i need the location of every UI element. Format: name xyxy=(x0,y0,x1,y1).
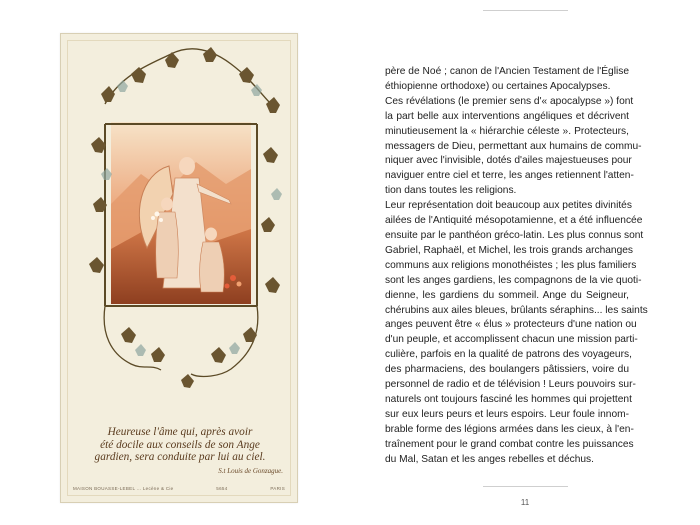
right-page xyxy=(350,0,700,525)
text-line: Gabriel, Raphaël, et Michel, les trois grands archanges xyxy=(385,244,634,256)
text-line: naturels ont toujours fasciné les hommes qui projettent xyxy=(385,393,632,405)
text-line: dienne, les gardiens du sommeil. Ange du Seigneur, xyxy=(385,289,629,301)
page-number: 11 xyxy=(520,498,530,507)
top-rule xyxy=(483,10,568,11)
caption-line: Heureuse l'âme qui, après avoir xyxy=(107,426,253,438)
text-line: ensuite par le panthéon gréco-latin. Les plus connus sont xyxy=(385,229,644,241)
text-line: niquer avec l'invisible, dotés d'ailes majestueuses pour xyxy=(385,155,632,167)
card-imprint xyxy=(73,486,285,491)
card-caption xyxy=(69,426,291,464)
bottom-rule xyxy=(483,486,568,487)
text-line: naviguer entre ciel et terre, les anges retiennent l'atten- xyxy=(385,170,634,182)
imprint-city: PARIS xyxy=(270,486,285,491)
text-line: traînement pour le grand combat contre les puissances xyxy=(385,438,634,450)
text-line: ailées de l'Antiquité mésopotamienne, et a été influencée xyxy=(385,215,643,227)
text-line: culière, parfois en la qualité de patrons des voyageurs, xyxy=(385,349,632,361)
text-line: brable forme des légions armées dans les cieux, à l'en- xyxy=(385,423,634,435)
text-line: tion dans toutes les religions. xyxy=(385,185,517,197)
body-text xyxy=(385,65,648,467)
imprint-publisher: MAISON BOUASSE-LEBEL ... Lecène & Cie xyxy=(73,486,174,491)
text-line: minutieusement la « hiérarchie céleste ». Protecteurs, xyxy=(385,125,629,137)
text-line: Leur représentation doit beaucoup aux petites divinités xyxy=(385,200,632,212)
text-line: personnel de radio et de télévision ! Leurs pouvoirs sur- xyxy=(385,379,636,391)
caption-line: gardien, sera conduite par lui au ciel. xyxy=(94,451,266,463)
text-line: messagers de Dieu, permettant aux humains de commu- xyxy=(385,140,642,152)
caption-attribution: S.t Louis de Gonzague. xyxy=(218,467,283,475)
text-line: sont les anges gardiens, les compagnons de la vie quoti- xyxy=(385,274,642,286)
text-line: communs aux religions monothéistes ; les plus familiers xyxy=(385,259,637,271)
text-line: Ces révélations (le premier sens d'« apocalypse ») font xyxy=(385,95,634,107)
holy-card xyxy=(60,33,298,503)
imprint-number: 5654 xyxy=(216,486,228,491)
text-line: des pharmaciens, des boulangers pâtissiers, voire du xyxy=(385,364,629,376)
text-line: père de Noé ; canon de l'Ancien Testament de l'Église xyxy=(385,66,629,77)
guardian-angel-illustration xyxy=(61,34,297,414)
text-line: anges peuvent être « élus » protecteurs d'une nation ou xyxy=(385,319,637,331)
text-line: du Mal, Satan et les anges rebelles et déchus. xyxy=(385,453,594,465)
text-line: d'un peuple, et accomplissent chacun une mission parti- xyxy=(385,334,638,346)
caption-line: été docile aux conseils de son Ange xyxy=(100,438,260,451)
text-line: chérubins aux ailes bleues, brûlants séraphins... les saints xyxy=(385,304,648,316)
text-line: sur eux leurs peurs et leurs espoirs. Leur foule innom- xyxy=(385,408,629,420)
text-line: la part belle aux interventions angéliques et décrivent xyxy=(385,110,629,122)
text-line: éthiopienne orthodoxe) ou certaines Apocalypses. xyxy=(385,80,611,92)
